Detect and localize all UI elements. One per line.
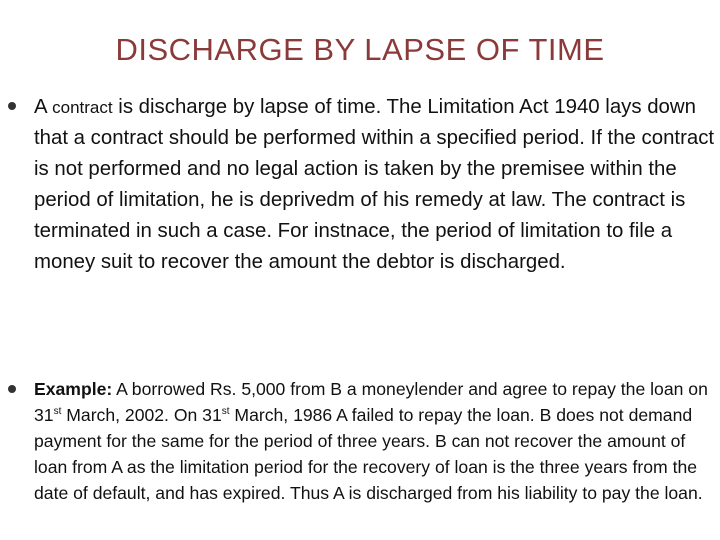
slide-title: DISCHARGE BY LAPSE OF TIME [115,32,605,67]
example-text-part-2: March, 2002. On 31 [61,405,222,425]
ordinal-suffix: st [53,406,62,417]
bullet-dot-icon [8,385,16,393]
bullet-text-1 [34,92,718,278]
example-text-part-1: A borrowed Rs. 5,000 from B a moneylender and agree to repay the loan on 31 [34,379,708,425]
bullet-1-body: is discharge by lapse of time. The Limitation Act 1940 lays down that a contract should be performed within a specified period. If the contract is not performed and no legal action is taken by the premisee within the period of limitation, he is deprivedm of his remedy at law. The contract is terminated in such a case. For instnace, the period of limitation to file a money suit to recover the amount the debtor is discharged. [34,96,715,273]
bullet-1-small-word: contract [52,98,113,117]
bullet-1-lead: A [34,96,53,118]
bullet-text-2 [34,376,718,506]
ordinal-suffix: st [221,406,230,417]
example-text-part-3: March, 1986 A failed to repay the loan. B does not demand payment for the same for the period of three years. B can not recover the amount of loan from A as the limitation period for the recovery of loan is the three years from the date of default, and has expired. Thus A is discharged from his liability to pay the loan. [34,405,703,503]
bullet-dot-icon [8,102,16,110]
example-label: Example: [34,379,113,399]
